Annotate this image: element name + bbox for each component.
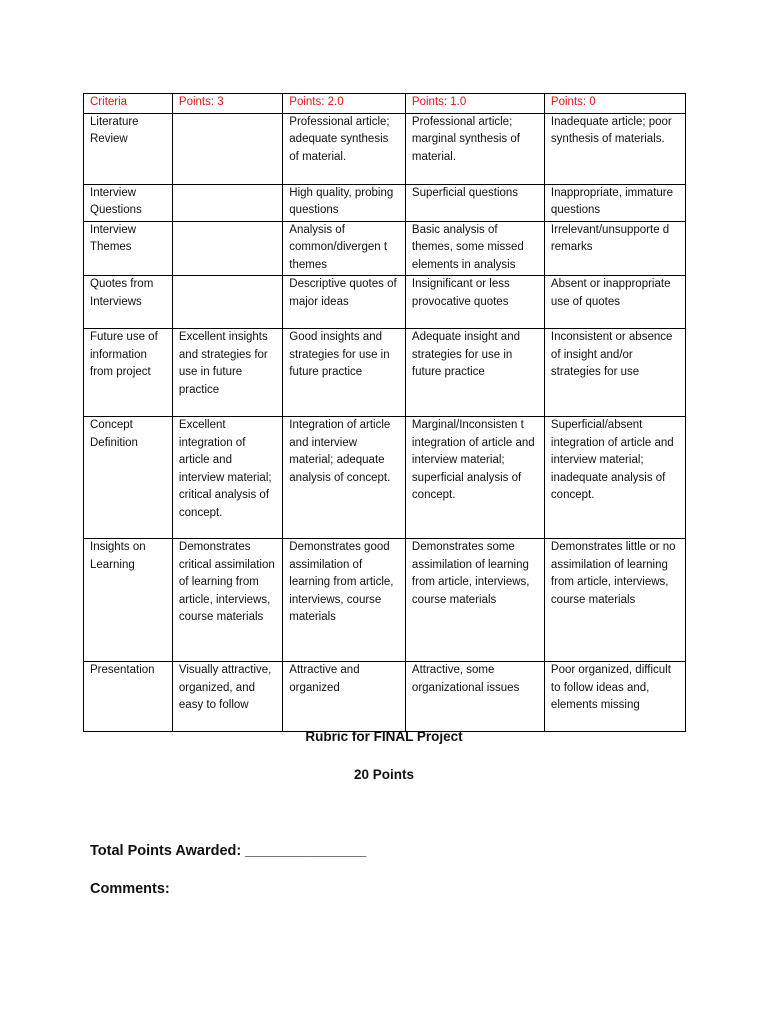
table-cell: Attractive, some organizational issues [405, 662, 544, 732]
rubric-table [83, 93, 686, 732]
table-cell: Visually attractive, organized, and easy to follow [172, 662, 282, 732]
table-cell: Inappropriate, immature questions [544, 184, 685, 221]
table-cell: Marginal/Inconsisten t integration of article and interview material; superficial analysis of concept. [405, 417, 544, 539]
points-total: 20 Points [353, 767, 415, 782]
table-cell: Irrelevant/unsupporte d remarks [544, 221, 685, 276]
comments-label: Comments: [90, 881, 170, 897]
table-cell: High quality, probing questions [283, 184, 406, 221]
table-cell: Poor organized, difficult to follow ideas and, elements missing [544, 662, 685, 732]
rubric-title: Rubric for FINAL Project [305, 729, 463, 744]
table-row [84, 329, 686, 417]
table-cell: Professional article; adequate synthesis of material. [283, 113, 406, 184]
table-cell: Excellent integration of article and interview material; critical analysis of concept. [172, 417, 282, 539]
table-cell [172, 113, 282, 184]
table-cell: Quotes from Interviews [84, 276, 173, 329]
table-cell: Future use of information from project [84, 329, 173, 417]
table-row [84, 417, 686, 539]
table-cell: Excellent insights and strategies for use in future practice [172, 329, 282, 417]
table-cell: Literature Review [84, 113, 173, 184]
header-points-1: Points: 1.0 [405, 94, 544, 114]
table-row [84, 662, 686, 732]
table-cell: Interview Themes [84, 221, 173, 276]
table-row [84, 276, 686, 329]
table-cell [172, 221, 282, 276]
table-cell [172, 276, 282, 329]
table-cell: Absent or inappropriate use of quotes [544, 276, 685, 329]
table-cell: Interview Questions [84, 184, 173, 221]
table-cell: Professional article; marginal synthesis of material. [405, 113, 544, 184]
table-cell: Attractive and organized [283, 662, 406, 732]
header-criteria: Criteria [84, 94, 173, 114]
table-cell: Superficial/absent integration of article and interview material; inadequate analysis of concept. [544, 417, 685, 539]
total-points-awarded: Total Points Awarded: _______________ [90, 843, 367, 859]
table-header-row [84, 94, 686, 114]
table-cell: Inconsistent or absence of insight and/or strategies for use [544, 329, 685, 417]
table-cell: Good insights and strategies for use in future practice [283, 329, 406, 417]
table-cell: Superficial questions [405, 184, 544, 221]
header-points-2: Points: 2.0 [283, 94, 406, 114]
table-cell: Descriptive quotes of major ideas [283, 276, 406, 329]
table-row [84, 184, 686, 221]
table-cell: Adequate insight and strategies for use in future practice [405, 329, 544, 417]
table-row [84, 539, 686, 662]
header-points-0: Points: 0 [544, 94, 685, 114]
table-cell: Concept Definition [84, 417, 173, 539]
table-row [84, 113, 686, 184]
table-cell: Demonstrates good assimilation of learning from article, interviews, course materials [283, 539, 406, 662]
table-cell: Analysis of common/divergen t themes [283, 221, 406, 276]
table-cell: Insights on Learning [84, 539, 173, 662]
table-cell: Demonstrates some assimilation of learning from article, interviews, course materials [405, 539, 544, 662]
table-cell [172, 184, 282, 221]
table-cell: Inadequate article; poor synthesis of materials. [544, 113, 685, 184]
table-cell: Demonstrates little or no assimilation of learning from article, interviews, course materials [544, 539, 685, 662]
table-cell: Basic analysis of themes, some missed elements in analysis [405, 221, 544, 276]
table-cell: Presentation [84, 662, 173, 732]
table-row [84, 221, 686, 276]
table-cell: Integration of article and interview material; adequate analysis of concept. [283, 417, 406, 539]
header-points-3: Points: 3 [172, 94, 282, 114]
table-cell: Insignificant or less provocative quotes [405, 276, 544, 329]
table-cell: Demonstrates critical assimilation of learning from article, interviews, course materials [172, 539, 282, 662]
